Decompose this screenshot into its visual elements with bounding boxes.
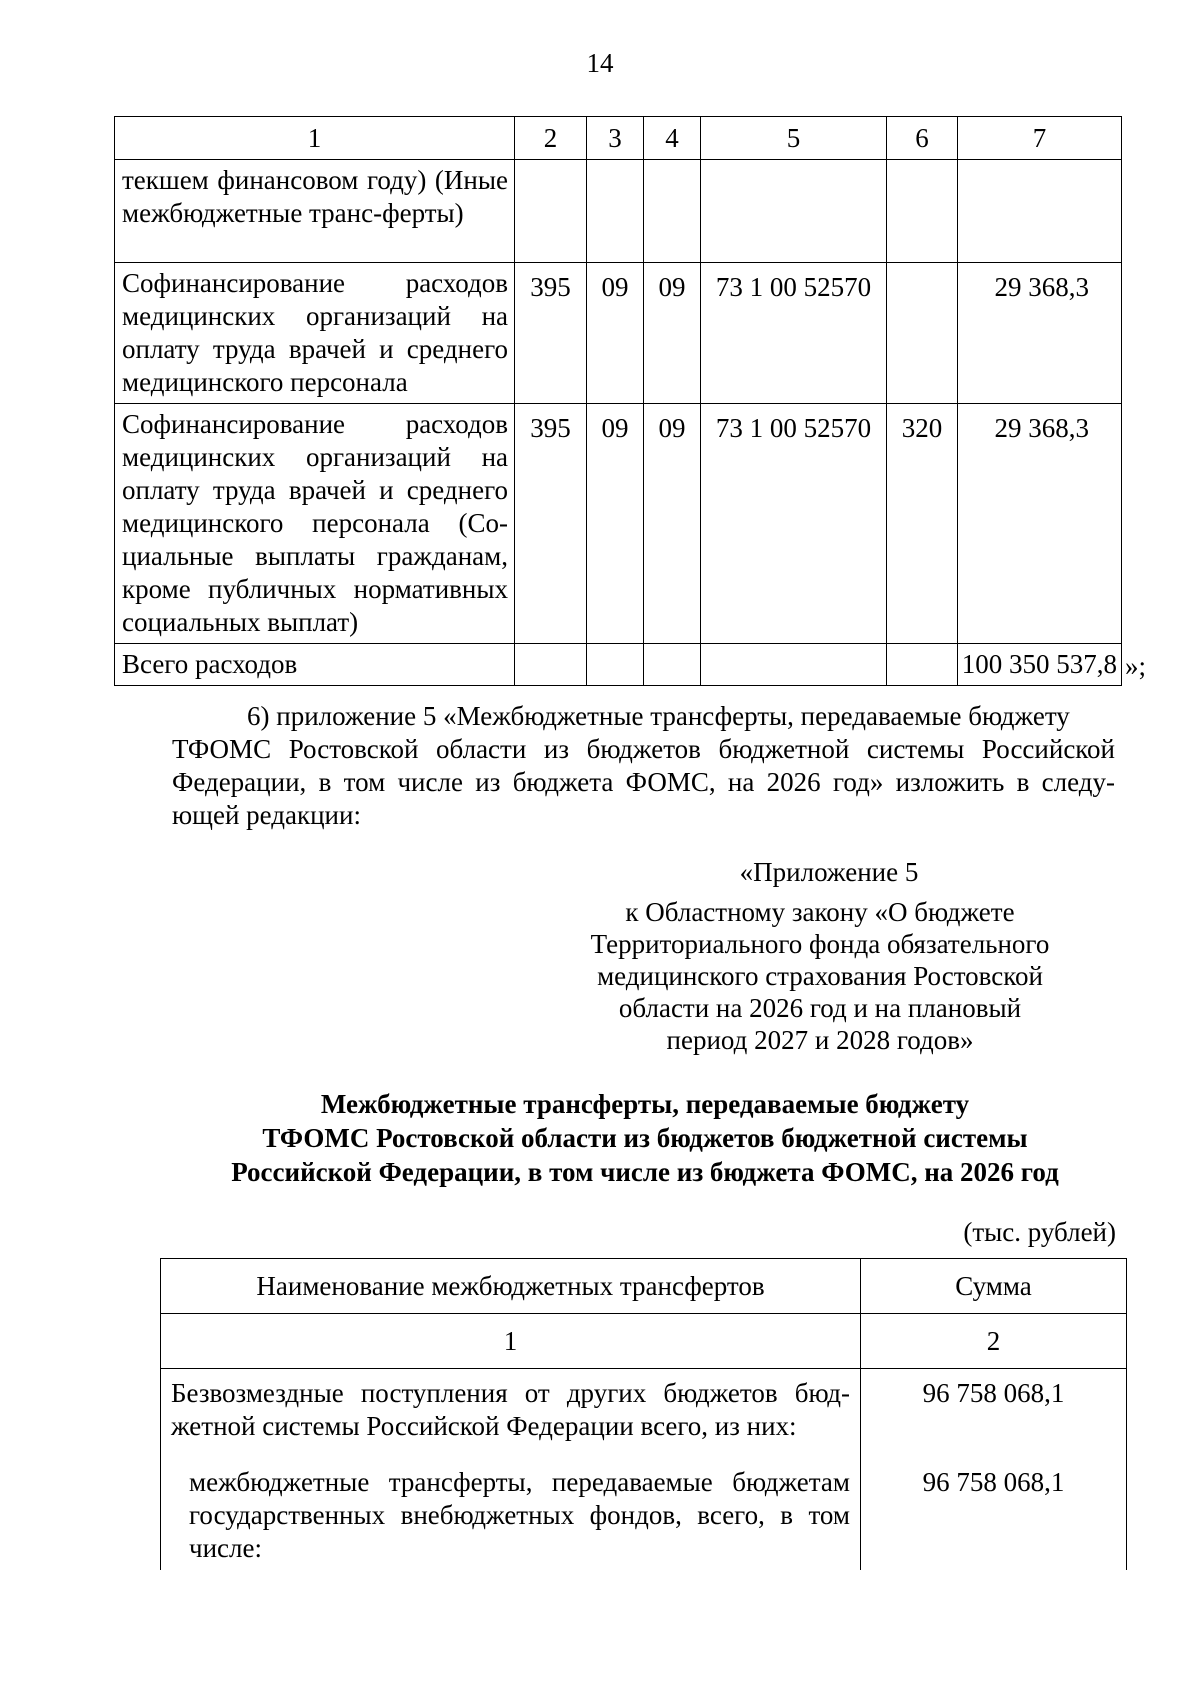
- table-row: [161, 1458, 1127, 1570]
- row-cell: 73 1 00 52570: [701, 404, 887, 644]
- appendix-line: Территориального фонда обязательного: [590, 929, 1050, 959]
- appendix-title: «Приложение 5: [739, 857, 919, 887]
- row-cell: [587, 160, 644, 263]
- row-sum: 96 758 068,1: [861, 1369, 1127, 1459]
- appendix-header: [560, 856, 1080, 1056]
- row-cell: 73 1 00 52570: [701, 263, 887, 404]
- row-cell: 09: [644, 263, 701, 404]
- total-sum: 100 350 537,8: [958, 644, 1122, 686]
- col-number-row: [161, 1314, 1127, 1369]
- total-row: [115, 644, 1122, 686]
- row-name: межбюджетные трансферты, передаваемые бюджетам государственных внебюджетных фондов, всего, в том числе:: [161, 1458, 861, 1570]
- row-cell: [887, 644, 958, 686]
- table-row: [115, 404, 1122, 644]
- table-row: [115, 263, 1122, 404]
- row-sum: [958, 160, 1122, 263]
- row-sum: 29 368,3: [958, 263, 1122, 404]
- row-cell: [887, 263, 958, 404]
- table-row: [161, 1369, 1127, 1459]
- row-sum: 96 758 068,1: [861, 1458, 1127, 1570]
- total-label: Всего расходов: [115, 644, 515, 686]
- title-line: Российской Федерации, в том числе из бюджета ФОМС, на 2026 год: [231, 1157, 1059, 1187]
- row-name: текшем финансовом году) (Иные межбюджетные транс-ферты): [115, 160, 515, 263]
- row-cell: 09: [644, 404, 701, 644]
- row-cell: [515, 644, 587, 686]
- row-cell: [701, 160, 887, 263]
- row-cell: 395: [515, 263, 587, 404]
- units-label: (тыс. рублей): [963, 1217, 1116, 1247]
- col-header: 4: [644, 117, 701, 160]
- row-cell: [515, 160, 587, 263]
- row-cell: 09: [587, 263, 644, 404]
- table-row: [115, 160, 1122, 263]
- paragraph-first-line: 6) приложение 5 «Межбюджетные трансферты, передаваемые бюджету: [247, 701, 1070, 731]
- row-name: Софинансирование расходов медицинских организаций на оплату труда врачей и среднего медицинского персонала (Со-циальные выплаты гражданам, кроме публичных нормативных социальных выплат): [115, 404, 515, 644]
- appendix-line: период 2027 и 2028 годов»: [666, 1025, 974, 1055]
- row-cell: 395: [515, 404, 587, 644]
- col-header: 5: [701, 117, 887, 160]
- col-header: Наименование межбюджетных трансфертов: [161, 1259, 861, 1314]
- row-cell: [644, 160, 701, 263]
- table-header-row: [161, 1259, 1127, 1314]
- appendix-line: области на 2026 год и на плановый: [618, 993, 1022, 1023]
- row-cell: 09: [587, 404, 644, 644]
- row-sum: 29 368,3: [958, 404, 1122, 644]
- row-name: Безвозмездные поступления от других бюджетов бюд-жетной системы Российской Федерации всего, из них:: [161, 1369, 861, 1459]
- appendix-line: медицинского страхования Ростовской: [597, 961, 1043, 991]
- appendix-line: к Областному закону «О бюджете: [625, 897, 1015, 927]
- page-number: 14: [586, 48, 614, 78]
- col-header: 1: [115, 117, 515, 160]
- col-header: 3: [587, 117, 644, 160]
- row-cell: [644, 644, 701, 686]
- title-line: ТФОМС Ростовской области из бюджетов бюджетной системы: [262, 1123, 1028, 1153]
- table-header-row: [115, 117, 1122, 160]
- amendment-paragraph: [172, 700, 1115, 832]
- row-cell: [887, 160, 958, 263]
- document-title: [150, 1087, 1140, 1189]
- col-number: 1: [161, 1314, 861, 1369]
- col-header: 2: [515, 117, 587, 160]
- row-cell: 320: [887, 404, 958, 644]
- row-cell: [701, 644, 887, 686]
- row-name: Софинансирование расходов медицинских организаций на оплату труда врачей и среднего медицинского персонала: [115, 263, 515, 404]
- paragraph-text: ТФОМС Ростовской области из бюджетов бюджетной системы Российской Федерации, в том числе из бюджета ФОМС, на 2026 год» изложить в следу-ющей редакции:: [172, 734, 1115, 830]
- expenses-table: [114, 116, 1122, 686]
- transfers-table: [160, 1258, 1127, 1570]
- title-line: Межбюджетные трансферты, передаваемые бюджету: [320, 1089, 970, 1119]
- row-cell: [587, 644, 644, 686]
- col-header: 7: [958, 117, 1122, 160]
- col-header: Сумма: [861, 1259, 1127, 1314]
- col-header: 6: [887, 117, 958, 160]
- col-number: 2: [861, 1314, 1127, 1369]
- closing-quote: »;: [1125, 651, 1147, 681]
